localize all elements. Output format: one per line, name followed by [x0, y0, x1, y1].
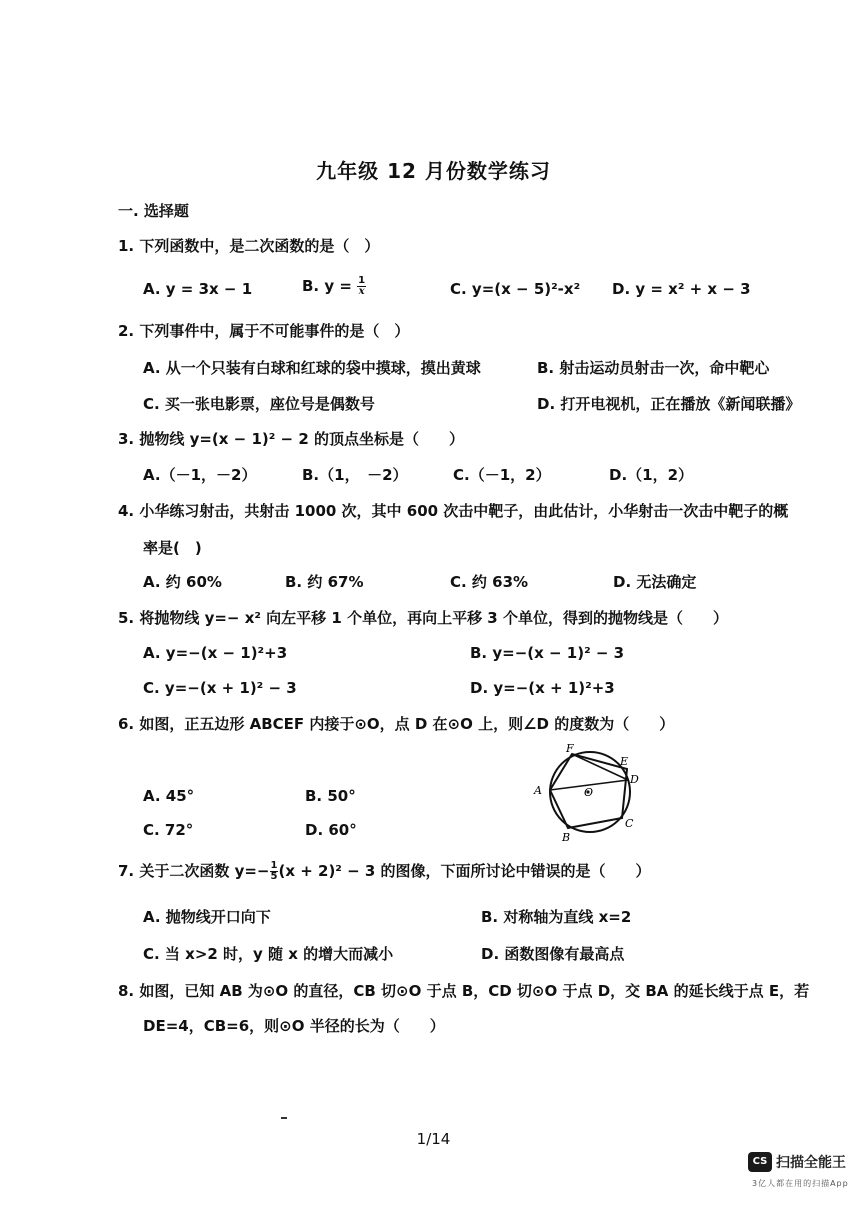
- question-4-stem-line-1: 4. 小华练习射击，共射击 1000 次，其中 600 次击中靶子，由此估计，小华射击一次击中靶子的概: [118, 502, 789, 520]
- fraction-numerator: 1: [358, 275, 366, 286]
- question-2-option-c: C. 买一张电影票，座位号是偶数号: [143, 395, 375, 413]
- question-1-stem: 1. 下列函数中，是二次函数的是（ ）: [118, 237, 380, 255]
- question-3-stem: 3. 抛物线 y=(x − 1)² − 2 的顶点坐标是（ ）: [118, 430, 465, 448]
- question-7-option-c: C. 当 x>2 时，y 随 x 的增大而减小: [143, 945, 394, 963]
- question-3-option-b: B.（1， －2）: [302, 466, 408, 484]
- fraction: [357, 276, 366, 297]
- scanner-logo-icon: CS: [748, 1152, 772, 1172]
- question-2-option-a: A. 从一个只装有白球和红球的袋中摸球，摸出黄球: [143, 359, 481, 377]
- question-6-option-c: C. 72°: [143, 821, 194, 839]
- label-e: E: [620, 755, 629, 768]
- question-5-option-a: A. y=−(x − 1)²+3: [143, 644, 288, 662]
- question-2-option-b: B. 射击运动员射击一次，命中靶心: [537, 359, 770, 377]
- question-7-option-a: A. 抛物线开口向下: [143, 908, 271, 926]
- question-3-option-c: C.（－1，2）: [453, 466, 551, 484]
- page-number: 1/14: [416, 1130, 451, 1148]
- label-f: F: [566, 742, 574, 755]
- page-title: 九年级 12 月份数学练习: [316, 159, 551, 183]
- question-4-option-b: B. 约 67%: [285, 573, 364, 591]
- question-4-option-c: C. 约 63%: [450, 573, 529, 591]
- question-2-option-d: D. 打开电视机，正在播放《新闻联播》: [537, 395, 801, 413]
- pentagon-circle-figure: [530, 742, 642, 842]
- scan-mark: [281, 1117, 287, 1119]
- label-b: B: [562, 831, 571, 842]
- question-7-stem: [118, 860, 651, 882]
- fraction-denominator: 5: [270, 871, 278, 882]
- question-6-option-d: D. 60°: [305, 821, 357, 839]
- question-8-stem-line-2: DE=4，CB=6，则⊙O 半径的长为（ ）: [143, 1017, 445, 1035]
- question-7-option-d: D. 函数图像有最高点: [481, 945, 625, 963]
- label-a: A: [534, 784, 542, 797]
- fraction-numerator: 1: [270, 860, 278, 871]
- question-5-option-d: D. y=−(x + 1)²+3: [470, 679, 615, 697]
- question-5-option-b: B. y=−(x − 1)² − 3: [470, 644, 625, 662]
- question-6-option-a: A. 45°: [143, 787, 195, 805]
- question-7-stem-prefix: 7. 关于二次函数 y=−: [118, 862, 270, 880]
- question-6-stem: 6. 如图，正五边形 ABCEF 内接于⊙O，点 D 在⊙O 上，则∠D 的度数为（ ）: [118, 715, 675, 733]
- question-7-option-b: B. 对称轴为直线 x=2: [481, 908, 632, 926]
- question-5-stem: 5. 将抛物线 y=− x² 向左平移 1 个单位，再向上平移 3 个单位，得到的抛物线是（ ）: [118, 609, 728, 627]
- question-6-option-b: B. 50°: [305, 787, 356, 805]
- fraction-denominator: x: [358, 286, 365, 297]
- question-1-option-b-prefix: B. y =: [302, 277, 352, 295]
- question-8-stem-line-1: 8. 如图，已知 AB 为⊙O 的直径，CB 切⊙O 于点 B，CD 切⊙O 于点 D，交 BA 的延长线于点 E，若: [118, 982, 810, 1000]
- question-7-stem-suffix: (x + 2)² − 3 的图像，下面所讨论中错误的是（ ）: [278, 862, 651, 880]
- question-1-option-b: [302, 276, 366, 297]
- label-c: C: [625, 817, 634, 830]
- question-4-option-d: D. 无法确定: [613, 573, 697, 591]
- question-2-stem: 2. 下列事件中，属于不可能事件的是（ ）: [118, 322, 410, 340]
- question-4-option-a: A. 约 60%: [143, 573, 222, 591]
- question-1-option-a: A. y = 3x − 1: [143, 280, 253, 298]
- question-3-option-d: D.（1，2）: [609, 466, 694, 484]
- section-heading: 一. 选择题: [118, 202, 189, 220]
- question-1-option-d: D. y = x² + x − 3: [612, 280, 751, 298]
- question-5-option-c: C. y=−(x + 1)² − 3: [143, 679, 297, 697]
- scanner-watermark: [746, 1150, 866, 1227]
- question-1-option-c: C. y=(x − 5)²-x²: [450, 280, 581, 298]
- question-4-stem-line-2: 率是( ): [143, 539, 202, 557]
- label-o: O: [584, 786, 594, 799]
- question-3-option-a: A.（－1，－2）: [143, 466, 257, 484]
- scanner-tagline: 3亿人都在用的扫描App: [752, 1179, 849, 1188]
- label-d: D: [630, 773, 639, 786]
- scanner-app-name: 扫描全能王: [776, 1155, 846, 1171]
